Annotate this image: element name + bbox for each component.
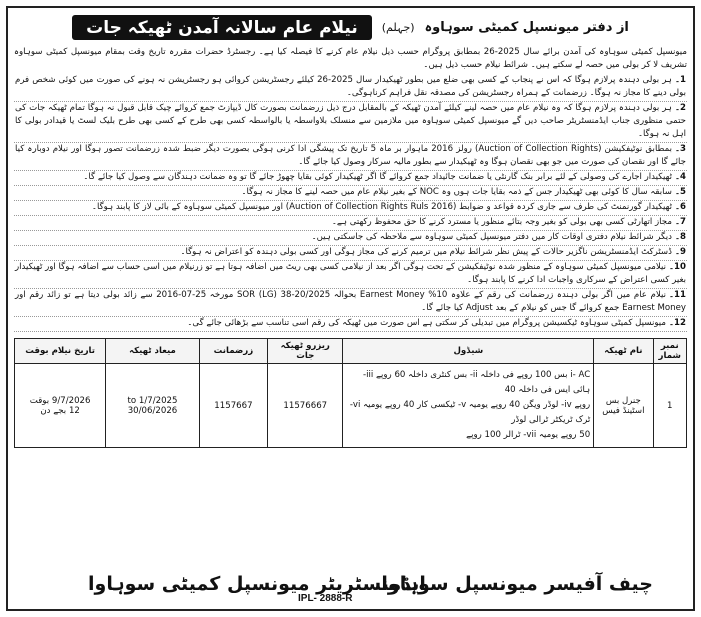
term-text: بمطابق نوٹیفکیشن (Auction of Collection Rights) رولز 2016 ماہوار بر ماہ 5 تاریخ تک پیشگی ادا کرنی ہوگی بصورت دیگر ضبط شدہ زرضمانت تصور ہوگا اور نیلام دوبارہ کیا جائے گا اور نقصان کی صورت میں جو بھی نقصان ہوگا وہ ٹھیکیدار سے بطور مالیہ سرکار وصول کیا جائے گا۔ (15, 144, 686, 167)
term-text: میونسپل کمیٹی سوہاوہ ٹیکسیشن پروگرام میں تبدیلی کر سکتی ہے اس صورت میں ٹھیکہ کی رقم اسی تناسب سے بڑھائی جائے گی۔ (187, 318, 666, 328)
cell-schedule (343, 364, 594, 448)
chief-officer-signature: چیف آفیسر میونسپل سوہاوا (381, 573, 653, 595)
cell-reserve: 11576667 (268, 364, 343, 448)
term-number: 4۔ (674, 172, 686, 182)
term-number: 5۔ (674, 187, 686, 197)
term-item (14, 289, 687, 317)
term-item (14, 317, 687, 332)
table-header-row (15, 339, 687, 364)
schedule-line: روپے iv- لوڈر ویگن 40 روپے یومیہ v- ٹیکسی کار 40 روپے یومیہ vi- ٹرک ٹریکٹر ٹرالی لوڈر (349, 400, 591, 425)
period-end: 30/06/2026 (127, 405, 178, 416)
col-header-name: نام ٹھیکہ (594, 339, 653, 364)
term-item (14, 143, 687, 171)
period-start: 1/7/2025 to (127, 395, 178, 406)
footer (8, 567, 693, 611)
district: (جہلم) (381, 20, 415, 34)
term-item (14, 171, 687, 186)
term-number: 3۔ (674, 144, 687, 154)
term-text: ٹھیکیدار گورنمنٹ کی طرف سے جاری کردہ قواعد و ضوابط (Auction of Collection Rights Ruls 2016) اور میونسپل کمیٹی سوہاوہ کے بائی لاز کا پابند ہوگا۔ (91, 202, 672, 212)
administrator-signature: ایڈمنسٹریٹر میونسپل کمیٹی سوہاوا (88, 573, 426, 595)
table-row (15, 364, 687, 448)
term-text: ہر بولی دہندہ پرلازم ہوگا کہ وہ نیلام عام میں حصہ لینے کیلئے آمدن ٹھیکہ کے بالمقابل درج ذیل زرضمانت بصورت کال ڈیپازٹ جمع کروائے چیک قابل قبول نہ ہوگا تمام ٹھیکہ جات کی حتمی منظوری جناب ایڈمنسٹریٹر صاحب دیں گے میونسپل کمیٹی سوہاوہ میں ملازمین سے منسلک بلاواسطہ یا بالواسطہ کسی بھی طرح کے کسی بھی طرح بلیک لسٹ یا قیدادر بولی کا اہل نہ ہوگا۔ (15, 103, 686, 139)
advertisement (6, 6, 695, 611)
term-item (14, 216, 687, 231)
term-text: نیلامی میونسپل کمیٹی سوہاوہ کے منظور شدہ نوٹیفکیشن کے تحت ہوگی اگر بعد از نیلامی کسی بھی ریٹ میں اضافہ ہوتا ہے تو زرنیلام میں اسی حساب سے اضافہ ہوگا اور ٹھیکیدار بغیر کسی اعتراض کے سرکاری واجبات ادا کرنے کا پابند ہوگا۔ (15, 262, 686, 285)
term-item (14, 102, 687, 143)
term-text: ٹھیکیدار اجارے کی وصولی کے لئے برابر بنک گارنٹی یا ضمانت جائیداد جمع کروائے گا اگر ٹھیکیدار کوئی بقایا چھوڑ جائے گا تو وہ ضمانت دہندگان سے وصول کیا جائے گا۔ (83, 172, 672, 182)
term-number: 1۔ (674, 75, 686, 85)
notice-body (14, 46, 687, 332)
term-number: 6۔ (674, 202, 686, 212)
cell-name: جنرل بس اسٹینڈ فیس (594, 364, 653, 448)
col-header-date: تاریخ نیلام بوقت (15, 339, 106, 364)
cell-period (106, 364, 199, 448)
term-item (14, 231, 687, 246)
term-number: 11۔ (668, 290, 686, 300)
term-item (14, 186, 687, 201)
auction-time: 12 بجے دن (40, 405, 80, 416)
terms-list (14, 74, 687, 332)
term-text: سابقہ سال کا کوئی بھی ٹھیکیدار جس کے ذمہ بقایا جات ہوں وہ NOC کے بغیر نیلام عام میں حصہ لینے کا مجاز نہ ہوگا۔ (241, 187, 672, 197)
term-number: 9۔ (674, 247, 686, 257)
cell-num: 1 (653, 364, 687, 448)
term-number: 12۔ (668, 318, 686, 328)
issuer: از دفتر میونسپل کمیٹی سوہاوہ (424, 19, 629, 35)
term-text: دیگر شرائط نیلام دفتری اوقات کار میں دفتر میونسپل کمیٹی سوہاوہ سے ملاحظہ کی جاسکتی ہیں۔ (311, 232, 672, 242)
schedule-line: 50 روپے یومیہ vii- ٹرالر 100 روپے (466, 430, 591, 440)
auction-date: 9/7/2026 بوقت (29, 395, 91, 406)
term-text: ہر بولی دہندہ پرلازم ہوگا کہ اس نے پنجاب کے کسی بھی ضلع میں بطور ٹھیکیدار سال 2025-26 کیلئے رجسٹریشن کروائی ہو رجسٹریشن نہ ہونے کی صورت میں کوئی شخص فرم بولی دینے کا مجاز نہ ہوگا۔ زرضمانت کے ہمراہ رجسٹریشن کی مصدقہ نقل فراہم کرناہوگی۔ (15, 75, 686, 98)
term-item (14, 246, 687, 261)
intro-paragraph: میونسپل کمیٹی سوہاوہ کی آمدن برائے سال 2025-26 بمطابق پروگرام حسب ذیل نیلام عام کرنے کا فیصلہ کیا ہے۔ رجسٹرڈ حضرات مقررہ تاریخ وقت بمقام میونسپل کمیٹی سوہاوہ تشریف لا کر بولی میں حصہ لے سکتے ہیں۔ شرائط نیلام حسب ذیل ہیں۔ (14, 47, 687, 70)
term-number: 8۔ (674, 232, 686, 242)
term-item (14, 201, 687, 216)
col-header-reserve: ریزرو ٹھیکہ جات (268, 339, 343, 364)
ipl-number: IPL- 2888-R (298, 593, 353, 604)
header-banner (8, 12, 693, 42)
term-item (14, 74, 687, 102)
col-header-num: نمبر شمار (653, 339, 687, 364)
schedule-line: i- AC بس 100 روپے فی داخلہ ii- بس کنٹری داخلہ 60 روپے iii- ہائی ایس فی داخلہ 40 (362, 370, 591, 395)
term-text: مجاز اتھارٹی کسی بھی بولی کو بغیر وجہ بتائے منظور یا مسترد کرنے کا حق محفوظ رکھتی ہے۔ (331, 217, 672, 227)
term-text: ڈسٹرکٹ ایڈمنسٹریشن ناگزیر حالات کے پیش نظر شرائط نیلام میں ترمیم کرنے کی مجاز ہوگی اور کسی بولی دہندہ کو اعتراض نہ ہوگا۔ (180, 247, 672, 257)
col-header-schedule: شیڈول (343, 339, 594, 364)
page-title: نیلام عام سالانہ آمدن ٹھیکہ جات (72, 15, 372, 40)
term-text: نیلام عام میں اگر بولی دہندہ زرضمانت کی رقم کے علاوہ 10% Earnest Money بحوالہ SOR (LG) 38-20/2025 مورخہ 25-07-2016 سے زائد بولی دیتا ہے تو زائد رقم اور Earnest Money جمع کروائے گا جس کو نیلام کے بعد Adjust کیا جائے گا۔ (15, 290, 686, 313)
auction-table (14, 338, 687, 448)
term-number: 7۔ (674, 217, 686, 227)
col-header-period: میعاد ٹھیکہ (106, 339, 199, 364)
term-item (14, 261, 687, 289)
cell-date (15, 364, 106, 448)
term-number: 10۔ (668, 262, 686, 272)
cell-security: 1157667 (199, 364, 267, 448)
term-number: 2۔ (674, 103, 686, 113)
col-header-security: زرضمانت (199, 339, 267, 364)
